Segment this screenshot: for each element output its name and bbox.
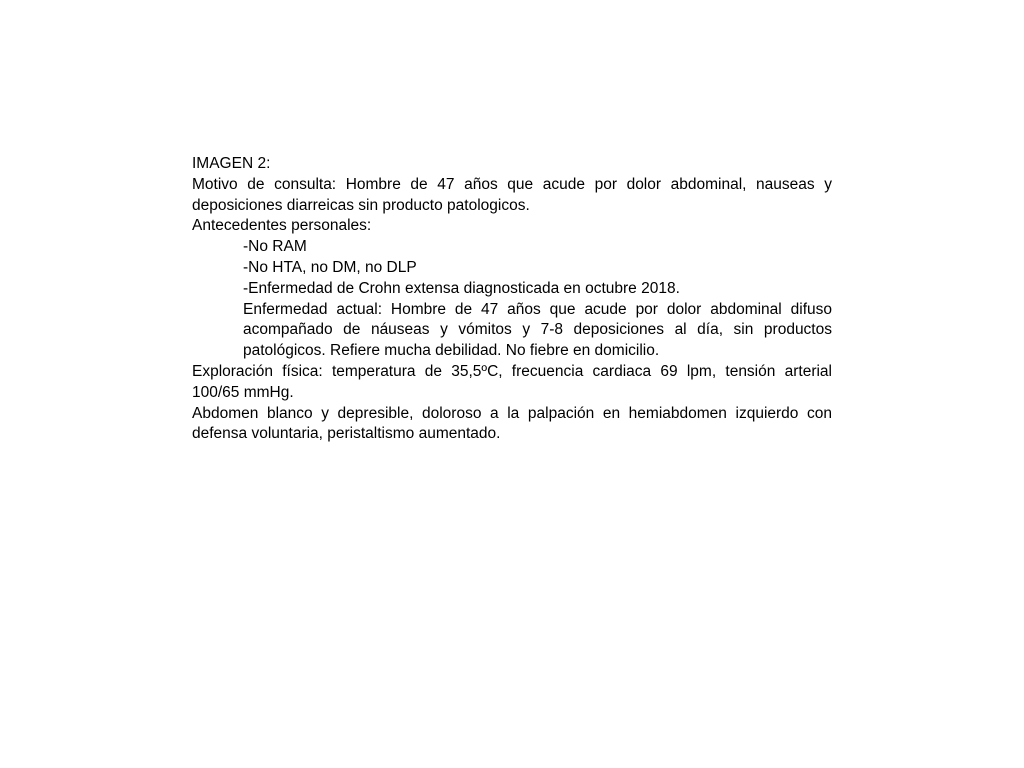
antecedente-item: -No RAM [243, 238, 307, 256]
motivo-consulta: Motivo de consulta: Hombre de 47 años que acude por dolor abdominal, nauseas y deposiciones diarreicas sin producto patologicos. [192, 175, 832, 214]
antecedente-item: -No HTA, no DM, no DLP [243, 258, 417, 276]
enfermedad-actual: Enfermedad actual: Hombre de 47 años que acude por dolor abdominal difuso acompañado de náuseas y vómitos y 7-8 deposiciones al día, sin productos patológicos. Refiere mucha debilidad. No fiebre en domicilio. [243, 300, 832, 360]
abdomen-exam: Abdomen blanco y depresible, doloroso a la palpación en hemiabdomen izquierdo con defensa voluntaria, peristaltismo aumentado. [192, 404, 832, 443]
antecedente-item: -Enfermedad de Crohn extensa diagnosticada en octubre 2018. [243, 279, 680, 297]
exploracion-fisica: Exploración física: temperatura de 35,5ºC, frecuencia cardiaca 69 lpm, tensión arterial 100/65 mmHg. [192, 362, 832, 401]
antecedentes-heading: Antecedentes personales: [192, 217, 372, 235]
case-title: IMAGEN 2: [192, 155, 271, 172]
clinical-case-text [192, 154, 832, 445]
